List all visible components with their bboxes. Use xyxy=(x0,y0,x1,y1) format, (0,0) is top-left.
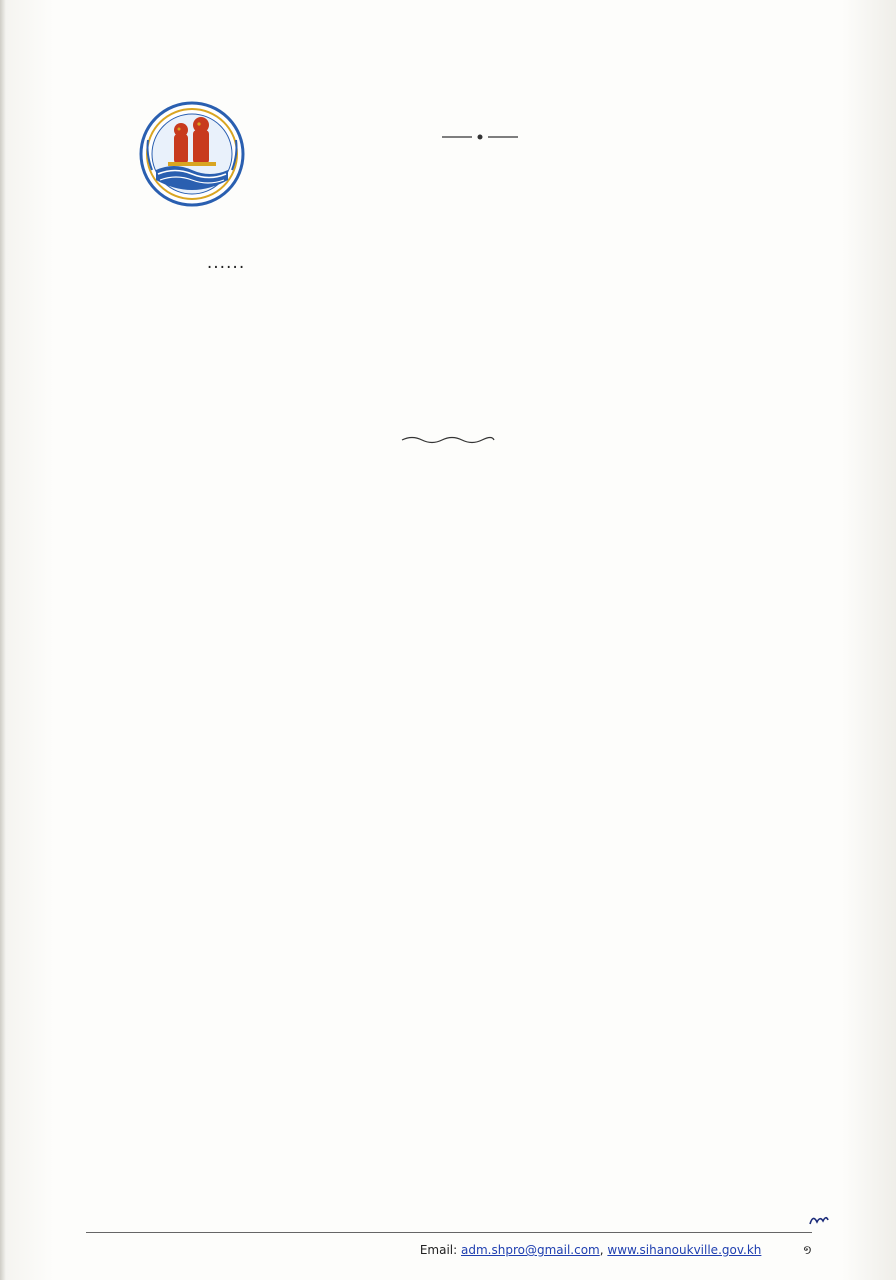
footer-divider xyxy=(86,1232,812,1233)
body-paragraph xyxy=(108,462,804,524)
document-about-label xyxy=(100,328,796,362)
national-motto xyxy=(330,94,630,124)
issuing-authority xyxy=(96,212,396,240)
footer-website-link[interactable]: www.sihanoukville.gov.kh xyxy=(607,1243,762,1257)
page-edge-shadow xyxy=(0,0,6,1280)
national-header xyxy=(330,62,630,146)
header-ornament-divider xyxy=(442,132,518,142)
document-body xyxy=(108,462,804,1233)
handwritten-initial-mark xyxy=(808,1212,830,1228)
instruction-item xyxy=(108,1062,804,1155)
page-number xyxy=(803,1238,812,1262)
kingdom-name xyxy=(330,62,630,94)
page-number-value: ១ xyxy=(802,1243,812,1257)
page-footer: Email: adm.shpro@gmail.com, www.sihanoukville.gov.kh ១ xyxy=(86,1238,812,1262)
instruction-item xyxy=(108,899,804,1054)
title-ornament-divider xyxy=(400,435,496,445)
instruction-item xyxy=(108,1163,804,1225)
reference-number xyxy=(96,248,396,282)
instruction-list xyxy=(108,759,804,1225)
document-subject-line-2 xyxy=(100,396,796,430)
provincial-seal-logo xyxy=(138,100,246,208)
reference-dotted-fill: ...... xyxy=(206,253,246,273)
footer-email-link[interactable]: adm.shpro@gmail.com xyxy=(461,1243,600,1257)
document-title-block xyxy=(100,292,796,449)
instruction-item xyxy=(108,829,804,891)
body-paragraph xyxy=(108,530,804,654)
instruction-item xyxy=(108,759,804,821)
document-type xyxy=(100,292,796,328)
document-subject-line-1 xyxy=(100,362,796,396)
body-paragraph xyxy=(108,660,804,753)
footer-email-label: Email: xyxy=(419,1243,458,1257)
